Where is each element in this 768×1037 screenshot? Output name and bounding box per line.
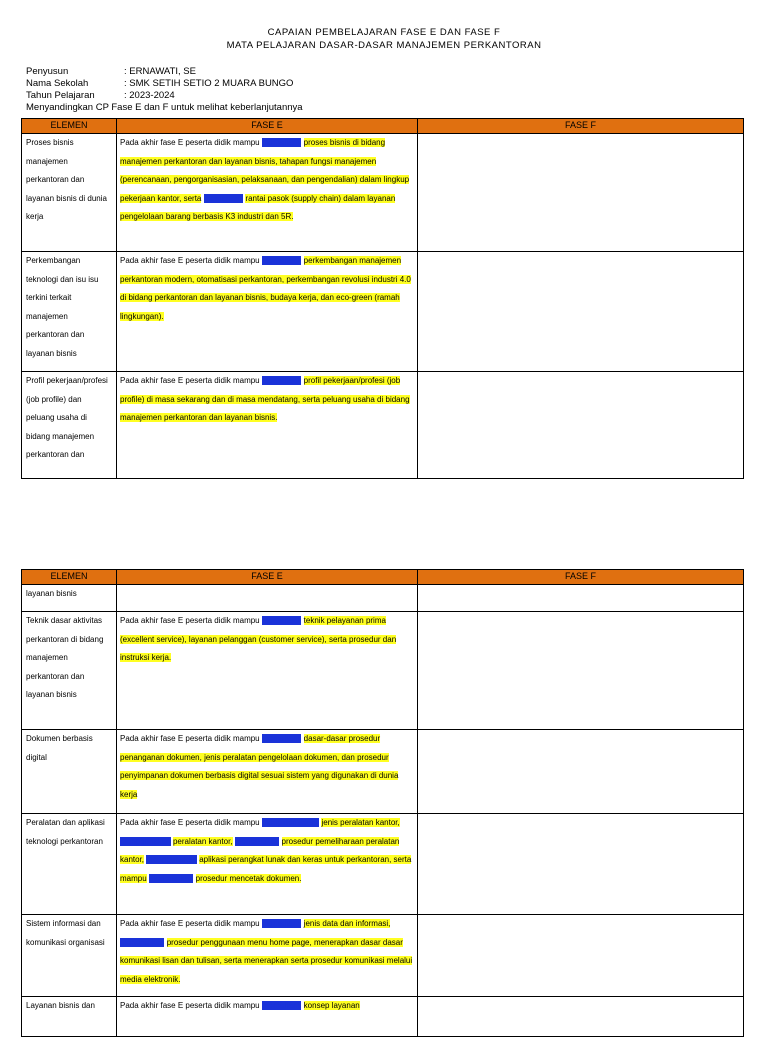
col-header-fase-e: FASE E [117, 570, 418, 585]
meta-value: : ERNAWATI, SE [124, 66, 196, 77]
plain-text: Pada akhir fase E peserta didik mampu [120, 1001, 262, 1010]
plain-text: Pada akhir fase E peserta didik mampu [120, 919, 262, 928]
meta-key: Nama Sekolah [26, 78, 89, 89]
table-row [22, 585, 744, 612]
fase-f-cell [418, 997, 744, 1037]
highlighted-verb: menggunakan [146, 855, 197, 864]
highlighted-text: konsep layanan [303, 1001, 360, 1010]
highlighted-text: perkembangan manajemen perkantoran modern, otomatisasi perkantoran, perkembangan revolusi industri 4.0 di bidang perkantoran dan layanan bisnis, budaya kerja, dan eco-green (ramah lingkungan). [120, 256, 411, 321]
fase-e-cell [117, 814, 418, 915]
elemen-cell: Dokumen berbasis digital [22, 730, 117, 814]
meta-key: Penyusun [26, 66, 69, 77]
meta-block [26, 66, 303, 114]
meta-year [26, 90, 303, 102]
table-row [22, 134, 744, 252]
fase-e-cell [117, 730, 418, 814]
elemen-cell: layanan bisnis [22, 585, 117, 612]
highlighted-verb: menerapkan [148, 873, 194, 883]
elemen-cell: Layanan bisnis dan [22, 997, 117, 1037]
elemen-cell: Peralatan dan aplikasi teknologi perkantoran [22, 814, 117, 915]
col-header-elemen: ELEMEN [22, 570, 117, 585]
table-row [22, 997, 744, 1037]
elemen-cell: Teknik dasar aktivitas perkantoran di bidang manajemen perkantoran dan layanan bisnis [22, 612, 117, 730]
meta-note: Menyandingkan CP Fase E dan F untuk melihat keberlanjutannya [26, 102, 303, 113]
table-row [22, 612, 744, 730]
highlighted-verb: memahami [261, 376, 302, 385]
fase-f-cell [418, 585, 744, 612]
highlighted-verb: memahami [261, 919, 302, 928]
highlighted-text: prosedur penggunaan menu home page, menerapkan dasar dasar komunikasi lisan dan tulisan, serta menerapkan serta prosedur komunikasi melalui media elektronik. [120, 937, 413, 984]
highlighted-text: teknik pelayanan prima (excellent service), layanan pelanggan (customer service), serta prosedur dan instruksi kerja. [120, 616, 397, 662]
meta-key: Tahun Pelajaran [26, 90, 95, 101]
fase-e-cell [117, 612, 418, 730]
meta-school [26, 78, 303, 90]
plain-text: Pada akhir fase E peserta didik mampu [120, 376, 262, 385]
fase-e-cell [117, 585, 418, 612]
highlighted-text: dasar-dasar prosedur penanganan dokumen, jenis peralatan pengelolaan dokumen, dan prosedur penyimpanan dokumen berbasis digital sesuai sistem yang digunakan di dunia kerja [120, 734, 399, 799]
plain-text: Pada akhir fase E peserta didik mampu [120, 818, 262, 827]
fase-f-cell [418, 252, 744, 372]
elemen-cell: Perkembangan teknologi dan isu isu terkini terkait manajemen perkantoran dan layanan bisnis [22, 252, 117, 372]
fase-f-cell [418, 915, 744, 997]
table-header-row [22, 119, 744, 134]
fase-e-cell [117, 997, 418, 1037]
document-title-1: CAPAIAN PEMBELAJARAN FASE E DAN FASE F [267, 27, 501, 38]
fase-f-cell [418, 372, 744, 479]
fase-f-cell [418, 814, 744, 915]
fase-e-cell [117, 252, 418, 372]
table-row [22, 372, 744, 479]
elemen-cell: Sistem informasi dan komunikasi organisasi [22, 915, 117, 997]
fase-e-cell [117, 915, 418, 997]
highlighted-verb: memahami [261, 616, 302, 625]
fase-f-cell [418, 134, 744, 252]
highlighted-verb: menggunakan [120, 836, 171, 846]
table-row [22, 730, 744, 814]
plain-text: Pada akhir fase E peserta didik mampu [120, 256, 262, 265]
fase-f-cell [418, 730, 744, 814]
col-header-fase-e: FASE E [117, 119, 418, 134]
meta-value: : SMK SETIH SETIO 2 MUARA BUNGO [124, 78, 294, 89]
table-row [22, 814, 744, 915]
table-row [22, 915, 744, 997]
col-header-elemen: ELEMEN [22, 119, 117, 134]
fase-f-cell [418, 612, 744, 730]
highlighted-text: jenis data dan informasi, [303, 919, 391, 928]
highlighted-text: peralatan kantor, [172, 836, 233, 846]
plain-text: Pada akhir fase E peserta didik mampu [120, 616, 262, 625]
elemen-cell: Profil pekerjaan/profesi (job profile) dan peluang usaha di bidang manajemen perkantoran dan [22, 372, 117, 479]
cp-table-2 [21, 569, 744, 1037]
meta-author [26, 66, 303, 78]
fase-e-cell [117, 372, 418, 479]
document-title-2: MATA PELAJARAN DASAR-DASAR MANAJEMEN PERKANTORAN [226, 40, 542, 51]
meta-value: : 2023-2024 [124, 90, 175, 101]
table-row [22, 252, 744, 372]
highlighted-text: proses bisnis di bidang manajemen perkantoran dan layanan bisnis, tahapan fungsi manajemen (perencanaan, pengorganisasian, pelaksanaan, dan pengendalian) dalam lingkup pekerjaan kantor, serta [120, 138, 410, 203]
highlighted-verb: menerapkan [120, 937, 165, 947]
plain-text: Pada akhir fase E peserta didik mampu [120, 734, 262, 743]
cp-table-1 [21, 118, 744, 479]
highlighted-text: prosedur pemeliharaan peralatan kantor, [120, 836, 400, 864]
highlighted-verb: memahami [261, 734, 302, 743]
highlighted-text: rantai pasok (supply chain) dalam layanan pengelolaan barang berbasis K3 industri dan 5R. [120, 193, 396, 221]
col-header-fase-f: FASE F [418, 119, 744, 134]
highlighted-text: jenis peralatan kantor, [321, 818, 400, 827]
highlighted-verb: mengidentifikasi [261, 818, 320, 827]
plain-text: Pada akhir fase E peserta didik mampu [120, 138, 262, 147]
elemen-cell: Proses bisnis manajemen perkantoran dan layanan bisnis di dunia kerja [22, 134, 117, 252]
highlighted-verb: memahami [203, 193, 244, 203]
highlighted-verb: memahami [261, 256, 302, 265]
highlighted-text: prosedur mencetak dokumen. [195, 873, 302, 883]
highlighted-verb: memahami [261, 138, 302, 147]
fase-e-cell [117, 134, 418, 252]
table-header-row [22, 570, 744, 585]
highlighted-verb: memahami [261, 1001, 302, 1010]
highlighted-text: aplikasi perangkat lunak dan keras untuk perkantoran, serta mampu [120, 855, 412, 883]
highlighted-verb: menerapkan [234, 836, 280, 846]
highlighted-text: profil pekerjaan/profesi (job profile) di masa sekarang dan di masa mendatang, serta peluang usaha di bidang manajemen perkantoran dan layanan bisnis. [120, 376, 410, 422]
col-header-fase-f: FASE F [418, 570, 744, 585]
